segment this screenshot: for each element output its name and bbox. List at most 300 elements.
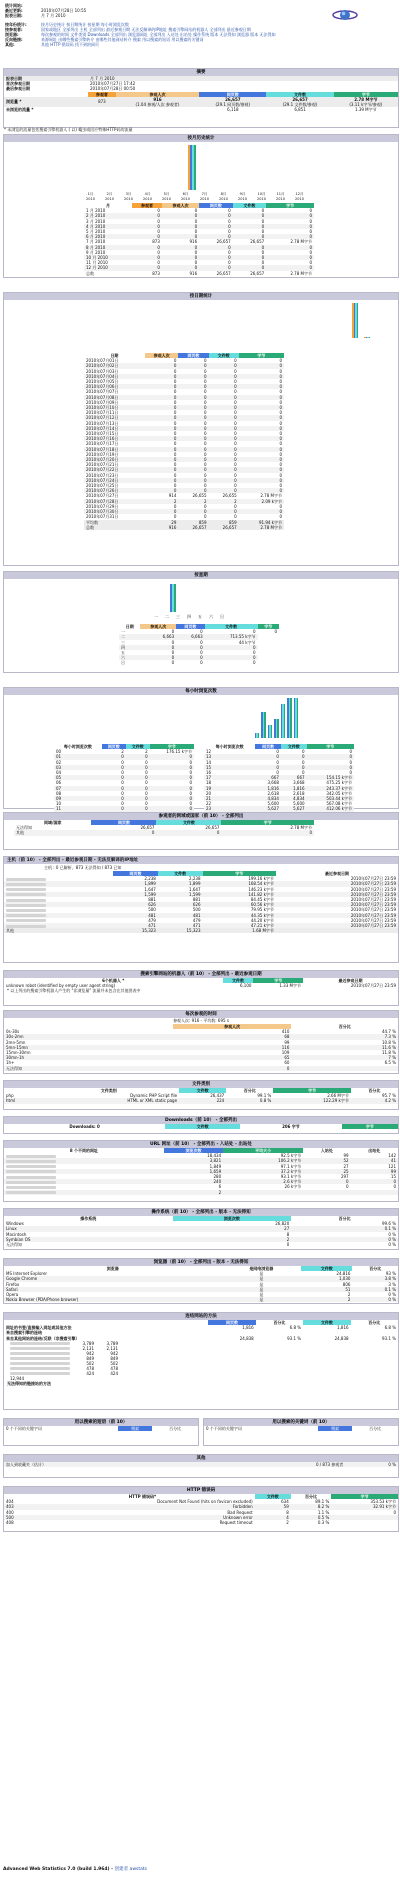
column-header: 网域/国家 [44, 820, 62, 825]
table-cell: 06 [56, 780, 62, 786]
table-cell: 0 [346, 1184, 349, 1190]
table-cell: 0 [157, 244, 160, 250]
day-bar-group [172, 303, 178, 338]
table-cell: 109 [281, 1050, 290, 1056]
hourly-bar [271, 725, 273, 738]
redacted-url [6, 1186, 56, 1189]
nav-links[interactable]: 按月历史统计 按日期统计 按星期 每小时浏览次数 [41, 22, 129, 27]
hour-bar-group [216, 698, 221, 738]
column-header: 文件数 [223, 978, 254, 983]
table-cell: 0 [121, 790, 124, 796]
column-header: 文件数 [156, 820, 221, 825]
keyword-percent-col: 百分比 [369, 1426, 382, 1431]
table-cell: 6,100 [239, 983, 252, 989]
referrer-pages: 849 [86, 1355, 94, 1361]
table-cell: 2010年07月09日 [86, 399, 119, 405]
table-cell: Opera [6, 1292, 19, 1298]
column-header: 文件数 [205, 624, 258, 629]
table-cell: 0 [349, 764, 352, 770]
summary-note: * 未浏览的流量包括搜索引擎机器人 ( 以) 蠕虫或回应特殊HTTP码的流量 [4, 127, 133, 132]
table-cell: 99.1 % [257, 1093, 272, 1099]
table-cell: 0 [261, 234, 265, 240]
table-cell: 0 [309, 255, 312, 261]
table-cell: 59 [283, 1504, 289, 1510]
table-cell: 26,657 [192, 524, 207, 530]
table-cell: 0 [234, 436, 237, 442]
day-bar-group [88, 303, 94, 338]
nav-links[interactable]: 来源网址 由哪些搜索引擎转介 由哪些其他网站转介 搜索 用以搜索的短语 用以搜索的关键词 [41, 37, 204, 42]
redacted-host [6, 888, 46, 891]
table-cell: 2010年07月07日 [86, 389, 119, 395]
column-header: 百分比 [273, 1320, 286, 1325]
table-cell: 04 [56, 770, 62, 776]
table-cell: 0 [279, 509, 282, 515]
table-cell: 5,627 [267, 806, 279, 812]
column-header: 文件类别 [100, 1088, 117, 1093]
day-bar-group [136, 303, 142, 338]
table-cell: 0 [194, 218, 198, 224]
table-cell: 4 [286, 1514, 289, 1520]
table-cell: Nokia Browser (PDA/Phone browser) [6, 1297, 79, 1303]
table-cell: 168.54 k字节 [248, 881, 274, 887]
table-cell: 8 月 2010 [86, 244, 106, 250]
table-cell: 481 [148, 912, 156, 918]
table-cell: 5,627 [293, 806, 305, 812]
table-cell: 26,437 [210, 1093, 225, 1099]
table-cell: 2 [173, 498, 177, 504]
table-cell: 0 [279, 431, 282, 437]
table-cell: 0 [279, 394, 282, 400]
table-cell: 1h+ [6, 1060, 15, 1066]
table-cell: 0 [173, 425, 177, 431]
redacted-url [6, 1165, 56, 1168]
day-bar-group [76, 303, 82, 338]
table-cell: 0 [173, 379, 177, 385]
table-cell: 89.1 % [315, 1499, 330, 1505]
table-cell: 0 % [388, 1231, 396, 1237]
col-bytes: 字节 [334, 92, 398, 97]
table-cell: 0 [200, 660, 203, 666]
monthly-chart [86, 145, 281, 190]
visitors-value: 873 [98, 99, 106, 105]
table-cell: 0 [228, 229, 231, 235]
ref-other-pages: 24,838 [239, 1335, 254, 1341]
table-cell: 0 [173, 389, 177, 395]
table-cell: 121 [388, 1163, 396, 1169]
misc-title: 其他 [4, 1455, 398, 1462]
table-cell: 2010年07月27日 [86, 493, 119, 499]
column-header: HTTP 错误码* [128, 1494, 157, 1499]
table-cell: 475.25 k字节 [326, 780, 352, 786]
table-cell: 0 [203, 483, 207, 489]
table-cell: 0 [173, 451, 177, 457]
weekday-bar-group [159, 582, 165, 612]
table-cell: 0 [145, 775, 148, 781]
table-cell: 0 [145, 780, 148, 786]
referrer-list [4, 1341, 398, 1381]
misc-bookmark-count: 0 / 873 参观者 [315, 1462, 344, 1467]
table-cell: 2010年07月27日 23:59 [350, 897, 396, 903]
table-cell: 6 [218, 1184, 222, 1190]
table-cell: 408 [6, 1520, 14, 1526]
filetypes-section [3, 1080, 399, 1110]
table-cell: 是 [259, 1276, 264, 1282]
countries-table [14, 820, 314, 836]
table-cell: 0 [145, 790, 148, 796]
search-keywords-sub: 0 个不同的关键字词 [206, 1426, 242, 1431]
referrer-hits: 424 [110, 1370, 118, 1376]
column-header: 文件数 [281, 744, 307, 749]
table-cell: 0 [279, 457, 282, 463]
month-label: 4月 2010 [143, 192, 152, 201]
hosts-title: 主机（前 10） - 全部列出 - 最近参观日期 - 无法反解译的IP地址 [4, 857, 398, 864]
table-cell: 2010年07月03日 [86, 368, 119, 374]
urls-title: URL 网址（前 10） - 全部列出 - 入站处 - 出站处 [4, 1141, 398, 1148]
hourly-section [3, 687, 399, 812]
weekday-bar-group [181, 582, 187, 612]
table-cell: 0 [261, 223, 265, 229]
hour-bar-group [157, 698, 162, 738]
search-keywords-section [203, 1418, 399, 1446]
table-cell: 0 [171, 650, 175, 656]
table-row [4, 1297, 398, 1302]
table-cell: 297 [340, 1174, 349, 1180]
table-cell: 0 [203, 405, 207, 411]
table-cell: 26,657 [250, 239, 265, 245]
table-cell: 0 [194, 229, 198, 235]
column-header: 百分比 [305, 1494, 318, 1499]
month-bar-group [86, 145, 94, 190]
table-cell: 0 [279, 441, 282, 447]
table-cell: MS Internet Explorer [6, 1271, 48, 1277]
table-cell: 2010年07月28日 [86, 498, 119, 504]
table-cell: 2mn-5mn [6, 1039, 26, 1045]
visits-value: 916 (1.04 参观/人次 参观者) [135, 96, 180, 108]
column-header: 文件数 [179, 1088, 226, 1093]
table-cell: 0 [203, 467, 207, 473]
table-cell: 0 [203, 399, 207, 405]
table-cell: 0 [145, 806, 148, 812]
table-cell: 2010年07月27日 23:59 [350, 923, 396, 929]
table-cell: 2010年07月27日 23:59 [350, 907, 396, 913]
table-cell: 6.5 % [384, 1060, 396, 1066]
table-cell: 0 [194, 255, 198, 261]
table-cell: 626 [148, 902, 156, 908]
weekday-label: 一 [154, 614, 158, 619]
hour-bar-group [235, 698, 240, 738]
table-cell: 三 [121, 639, 125, 645]
month-label: 2月 2010 [105, 192, 114, 201]
table-cell: 99 [284, 1039, 290, 1045]
redacted-referrer [10, 1342, 70, 1345]
table-cell: 141.82 k字节 [248, 891, 274, 897]
header-label: 最近更新: [5, 8, 23, 13]
table-cell: 0 [145, 759, 148, 765]
column-header: 字节 [253, 978, 303, 983]
table-cell: 12 月 2010 [86, 265, 108, 271]
table-cell: 18,434 [207, 1153, 222, 1159]
table-cell: 0 [173, 483, 177, 489]
weekday-label: 二 [165, 614, 169, 619]
table-cell: 0 [189, 770, 192, 776]
day-bar-group [352, 303, 358, 338]
table-cell: 26,657 [216, 239, 231, 245]
table-cell: 0 [189, 775, 192, 781]
table-cell: 0 [173, 472, 177, 478]
hour-bar-group [209, 698, 214, 738]
table-cell: 0 [234, 457, 237, 463]
table-cell: 0 [121, 796, 124, 802]
table-cell: 0 [189, 764, 192, 770]
column-header: 入站处 [320, 1148, 333, 1153]
table-cell: 41 [390, 1158, 396, 1164]
filetypes-title: 文件类别 [4, 1081, 398, 1088]
table-cell: 其他 [6, 928, 14, 934]
column-header: 字节 [203, 871, 276, 876]
table-cell: 60.56 k字节 [250, 902, 274, 908]
column-header: 百分比 [338, 1024, 351, 1029]
table-cell: 0 [234, 483, 237, 489]
daily-chart [40, 303, 400, 338]
table-cell: 15 [390, 1174, 396, 1180]
table-cell: 0 [203, 410, 207, 416]
table-cell [291, 1066, 398, 1071]
table-cell: 0 [171, 660, 175, 666]
table-cell: 0 [302, 759, 305, 765]
month-bar-group [273, 145, 281, 190]
search-col: 搜索 [118, 1426, 152, 1431]
hourly-bar [297, 698, 299, 738]
table-cell [276, 928, 398, 933]
table-cell: 0 [200, 655, 203, 661]
table-cell: 0.5 % [317, 1514, 330, 1520]
table-cell: 44 k字节 [238, 639, 256, 645]
table-cell: 0 [173, 384, 177, 390]
table-cell: 2010年07月22日 [86, 467, 119, 473]
day-bar-group [256, 303, 262, 338]
table-cell: 0 [279, 363, 282, 369]
table-cell: 是 [259, 1271, 264, 1277]
unviewed-bytes: 1.39 M字节 [355, 107, 377, 113]
ref-other-pages-pct: 93.1 % [287, 1335, 302, 1341]
table-cell: 2 [121, 749, 124, 755]
table-cell: 0 [234, 384, 237, 390]
table-cell: 2010年07月16日 [86, 436, 119, 442]
hour-bar-group [203, 698, 208, 738]
table-cell: 0 [279, 514, 282, 520]
column-header: 文件数 [255, 1494, 291, 1499]
column-header: 字节 [273, 1088, 351, 1093]
table-cell: 0 [173, 394, 177, 400]
table-cell: 567.08 k字节 [326, 801, 352, 807]
table-cell: 0.1 % [384, 1286, 396, 1292]
robots-title: 搜索引擎网站的机器人（前 10） - 全部列出 - 最近参观日期 [4, 971, 398, 978]
table-cell: 2010年07月08日 [86, 394, 119, 400]
table-cell: 0 % [388, 1242, 396, 1248]
table-cell: 15,323 [186, 928, 201, 934]
table-cell: 0 [173, 457, 177, 463]
os-section [3, 1208, 399, 1250]
referrer-hits: 502 [110, 1360, 118, 1366]
table-cell: 0 [252, 655, 256, 661]
table-cell: 0 [279, 488, 282, 494]
nav-links[interactable]: 国家或地区 全部列出 主机 全部列出 最近参观日期 无法反解译的IP地址 搜索引擎网站的机器人 全部列出 最近参观日期 [41, 27, 251, 32]
column-header: 浏览器 [106, 1266, 119, 1271]
nav-links[interactable]: 其他 HTTP 错误码 找不到的网页 [41, 42, 100, 47]
ref-other-hits-pct: 93.1 % [382, 1335, 396, 1341]
day-bar-group [268, 303, 274, 338]
table-cell: 0 [234, 441, 237, 447]
hourly-title: 每小时浏览次数 [4, 688, 398, 695]
column-header: 网页数 [102, 744, 126, 749]
hosts-section [3, 856, 399, 963]
table-cell: 09 [56, 796, 62, 802]
table-cell: Macintosh [6, 1231, 27, 1237]
table-cell: 2 [145, 749, 148, 755]
table-cell: 626 [192, 902, 201, 908]
table-cell: 21 [206, 796, 212, 802]
table-cell: 52 [343, 1158, 349, 1164]
table-cell: 7 % [388, 1055, 396, 1061]
table-cell: 8.2 % [317, 1504, 330, 1510]
table-cell: 0 [194, 223, 198, 229]
column-header: 参观者 [132, 203, 162, 208]
table-cell: 0 [234, 389, 237, 395]
table-cell: 2010年07月26日 [86, 488, 119, 494]
table-cell: 0 [203, 436, 207, 442]
table-cell: 0 [121, 780, 124, 786]
hour-bar-group [144, 698, 149, 738]
errors-table [4, 1494, 398, 1525]
column-header: 百分比 [243, 1088, 256, 1093]
header-label: 统计网站: [5, 3, 23, 8]
header-value: 2010年07月28日 10:55 [41, 8, 87, 13]
urls-section [3, 1140, 399, 1202]
table-cell: 0 [171, 629, 175, 635]
weekday-section [3, 571, 399, 673]
table-cell: 15 [206, 764, 212, 770]
table-cell: 0 [157, 265, 160, 271]
table-cell: 0 [261, 213, 265, 219]
month-label: 6月 2010 [181, 192, 190, 201]
table-cell: 47.21 k字节 [250, 923, 274, 929]
first-visit: 2010年07月27日 17:42 [90, 81, 136, 87]
table-cell [351, 1190, 398, 1195]
column-header: 平均大小 [223, 1148, 303, 1153]
table-cell: 0 [228, 244, 231, 250]
table-cell: Firefox [6, 1281, 20, 1287]
table-cell: 0 [309, 265, 312, 271]
nav-links[interactable]: 每次参观的时间 文件类别 Downloads 全部列出 浏览器网址 全部列出 入站处 出站处 操作系统 版本 无法得知 浏览器 版本 无法得知 [41, 32, 276, 37]
table-cell: 0 [203, 514, 207, 520]
table-row [4, 928, 398, 933]
table-cell: 0 [302, 749, 305, 755]
table-cell: 0 [279, 420, 282, 426]
month-label: 3月 2010 [124, 192, 133, 201]
table-cell: 0 [189, 754, 192, 760]
table-cell: 0 [276, 749, 279, 755]
unviewed-hits: 6,851 [294, 107, 306, 113]
table-cell: 0 [302, 754, 305, 760]
table-cell: 02 [56, 759, 62, 765]
ref-direct-pages: 1,816 [242, 1325, 254, 1331]
footer-link[interactable]: 创建者 awstats [114, 1867, 147, 1872]
ref-engines-label: 来自搜索引擎的连结 [6, 1330, 42, 1336]
table-cell: 0 [173, 363, 177, 369]
table-cell: 0 [189, 806, 192, 812]
weekday-bar-group [203, 582, 209, 612]
daily-table [84, 353, 284, 530]
table-cell: 176.15 k字节 [166, 749, 192, 755]
table-cell: 0 [171, 639, 175, 645]
table-cell: 26,657 [216, 270, 231, 276]
month-bar-group [103, 145, 111, 190]
table-cell: 0 [173, 431, 177, 437]
column-header: 参观人次 [145, 353, 178, 358]
hour-bar-group [183, 698, 188, 738]
hour-bar-group [294, 698, 299, 738]
nav-label: 按参观者: [5, 27, 23, 32]
table-cell: 500 [148, 907, 156, 913]
table-cell: HTML or XML static page [127, 1098, 178, 1104]
hour-bar-group [151, 698, 156, 738]
table-cell: 859 [198, 519, 207, 525]
table-cell: 0 [252, 660, 256, 666]
table-cell: 1,849 [209, 1163, 222, 1169]
column-header: 网页数 [199, 203, 233, 208]
table-cell: 79.95 k字节 [250, 907, 274, 913]
table-cell: 0 [228, 234, 231, 240]
table-cell: 2,618 [267, 790, 279, 796]
redacted-referrer [10, 1357, 70, 1360]
table-cell: 873 [152, 270, 160, 276]
table-cell: 51 [345, 1286, 351, 1292]
day-bar-group [148, 303, 154, 338]
table-cell: 6 月 2010 [86, 234, 106, 240]
column-header: 文件数 [233, 203, 267, 208]
table-cell: 2010年07月21日 [86, 462, 119, 468]
table-cell: 0 [203, 477, 207, 483]
redacted-referrer [10, 1362, 70, 1365]
table-cell: 26,657 [222, 524, 237, 530]
table-cell: 1,899 [189, 881, 201, 887]
month-bar-group [171, 145, 179, 190]
redacted-host [6, 893, 46, 896]
table-cell: 30s-2mn [6, 1034, 24, 1040]
day-bar-group [196, 303, 202, 338]
table-cell: 11 月 2010 [86, 260, 108, 266]
hour-bar-group [229, 698, 234, 738]
column-header: 百分比 [338, 1216, 351, 1221]
table-cell: 0 [234, 394, 237, 400]
table-cell: 2.78 M字节 [290, 270, 312, 276]
weekday-bar [174, 584, 176, 612]
table-cell: 0 [234, 514, 237, 520]
table-cell: 2 [347, 1297, 351, 1303]
table-cell: 0 [200, 644, 203, 650]
table-cell: 0 [157, 229, 160, 235]
column-header: 字节 [150, 744, 194, 749]
table-cell: 0 [194, 265, 198, 271]
url-redacted [4, 1190, 164, 1195]
table-cell: 0 [276, 759, 279, 765]
table-cell: 667 [271, 775, 279, 781]
report-date-label: 报表日期 [6, 76, 22, 81]
table-cell: 二 [121, 634, 125, 640]
table-cell: 0 [309, 218, 312, 224]
table-cell: 0 [228, 265, 231, 271]
referrer-pages: 478 [86, 1365, 94, 1371]
